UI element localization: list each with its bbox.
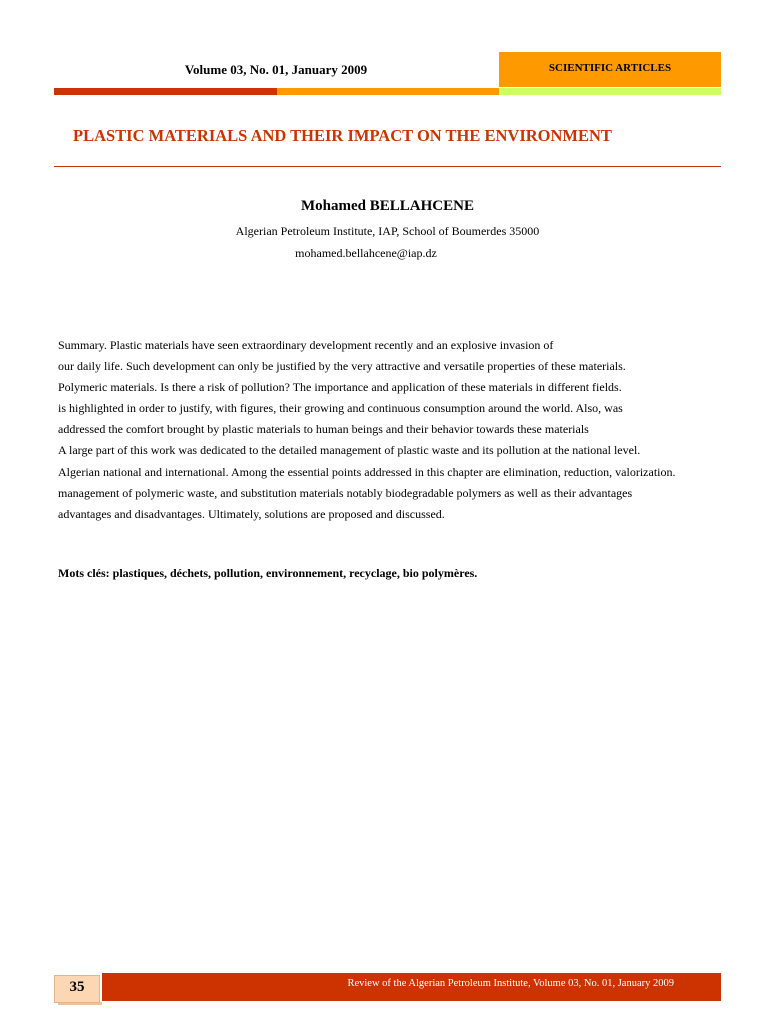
author-name: Mohamed BELLAHCENE [301, 198, 474, 214]
header-bar-orange [277, 88, 499, 95]
keywords: Mots clés: plastiques, déchets, pollution, environnement, recyclage, bio polymères. [58, 566, 478, 580]
summary-line: advantages and disadvantages. Ultimately, solutions are proposed and discussed. [58, 506, 445, 521]
author-affiliation: Algerian Petroleum Institute, IAP, School of Boumerdes 35000 [235, 224, 540, 238]
summary-line: is highlighted in order to justify, with figures, their growing and continuous consumption around the world. Also, was [58, 401, 623, 416]
summary-line: Algerian national and international. Among the essential points addressed in this chapter are elimination, reduction, valorization. [58, 464, 676, 479]
summary-line: management of polymeric waste, and substitution materials notably biodegradable polymers as well as their advantages [58, 485, 633, 500]
section-label: SCIENTIFIC ARTICLES [548, 62, 672, 74]
summary-line: addressed the comfort brought by plastic materials to human beings and their behavior towards these materials [58, 422, 589, 437]
summary-line: our daily life. Such development can only be justified by the very attractive and versatile properties of these materials. [58, 359, 626, 374]
footer-journal-citation: Review of the Algerian Petroleum Institute, Volume 03, No. 01, January 2009 [347, 978, 674, 989]
header-bar-red [54, 88, 277, 95]
title-divider [54, 166, 721, 167]
summary-line: Summary. Plastic materials have seen extraordinary development recently and an explosive invasion of [58, 338, 554, 352]
header-bar-lime [499, 88, 721, 95]
article-title: PLASTIC MATERIALS AND THEIR IMPACT ON THE ENVIRONMENT [73, 126, 612, 145]
author-email: mohamed.bellahcene@iap.dz [295, 246, 437, 260]
page-number: 35 [69, 979, 85, 995]
volume-info: Volume 03, No. 01, January 2009 [184, 62, 368, 77]
summary [58, 335, 748, 525]
summary-line: Polymeric materials. Is there a risk of pollution? The importance and application of these materials in different fields. [58, 380, 622, 395]
summary-line: A large part of this work was dedicated to the detailed management of plastic waste and its pollution at the national level. [58, 443, 641, 458]
